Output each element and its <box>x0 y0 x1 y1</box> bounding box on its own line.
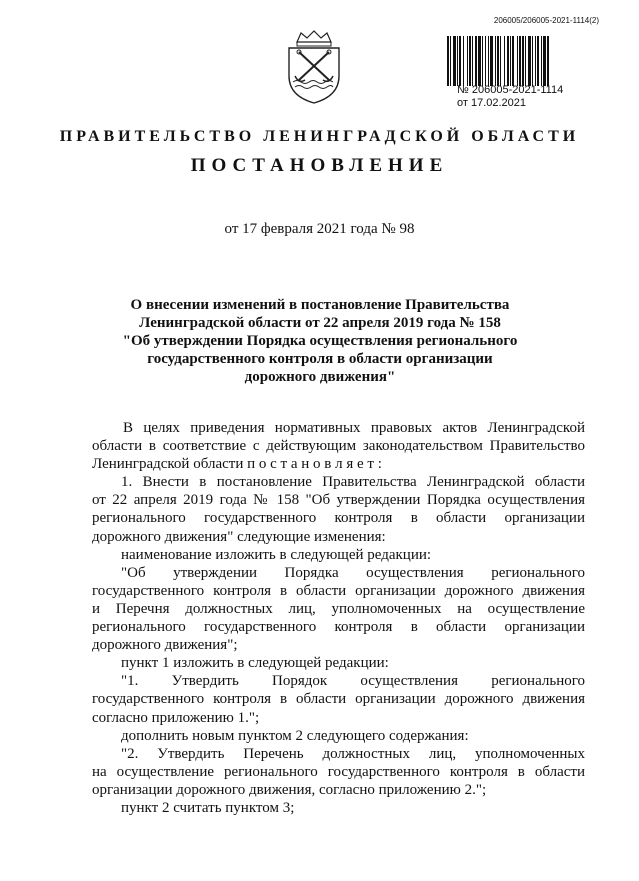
document-date-number: от 17 февраля 2021 года № 98 <box>224 221 415 237</box>
body-line: государственного контроля в области организации дорожного движения <box>92 582 585 599</box>
body-line: на осуществление регионального государственного контроля в области <box>92 763 585 780</box>
body-line: пункт 2 считать пунктом 3; <box>121 799 295 816</box>
body-line: Ленинградской области п о с т а н о в л я е т : <box>92 456 382 473</box>
body-line: области в соответствие с действующим законодательством Правительство <box>92 438 585 455</box>
heading-line: государственного контроля в области организации <box>147 351 493 367</box>
registration-block <box>457 84 563 110</box>
registration-number: № 206005-2021-1114 <box>457 84 564 96</box>
body-line: пункт 1 изложить в следующей редакции: <box>121 655 389 672</box>
body-line: наименование изложить в следующей редакции: <box>121 546 432 563</box>
heading-line: Ленинградской области от 22 апреля 2019 года № 158 <box>139 315 501 331</box>
body-line: дополнить новым пунктом 2 следующего содержания: <box>121 727 469 744</box>
body-line: дорожного движения" следующие изменения: <box>92 528 386 545</box>
body-line: "Об утверждении Порядка осуществления регионального <box>121 564 585 581</box>
body-line: от 22 апреля 2019 года № 158 "Об утверждении Порядка осуществления <box>92 492 585 509</box>
body-line: "2. Утвердить Перечень должностных лиц, уполномоченных <box>121 745 585 762</box>
heading-line: О внесении изменений в постановление Правительства <box>130 297 510 313</box>
body-line: государственного контроля в области организации дорожного движения <box>92 691 585 708</box>
government-title: ПРАВИТЕЛЬСТВО ЛЕНИНГРАДСКОЙ ОБЛАСТИ <box>59 128 580 145</box>
coat-of-arms-icon <box>283 30 345 104</box>
body-line: и Перечня должностных лиц, уполномоченных на осуществление <box>92 600 585 617</box>
body-line: регионального государственного контроля в области организации <box>92 510 585 527</box>
body-line: дорожного движения"; <box>92 637 238 654</box>
body-line: согласно приложению 1."; <box>92 709 260 726</box>
heading-line: дорожного движения" <box>244 369 396 385</box>
document-type: ПОСТАНОВЛЕНИЕ <box>190 155 449 176</box>
document-code: 206005/206005-2021-1114(2) <box>493 16 599 25</box>
barcode <box>447 36 599 86</box>
document-body <box>92 419 585 817</box>
document-heading <box>110 296 530 386</box>
body-line: 1. Внести в постановление Правительства Ленинградской области <box>121 474 585 491</box>
body-line: регионального государственного контроля в области организации <box>92 619 585 636</box>
heading-line: "Об утверждении Порядка осуществления регионального <box>122 333 518 349</box>
body-line: "1. Утвердить Порядок осуществления регионального <box>121 673 585 690</box>
body-line: организации дорожного движения, согласно приложению 2."; <box>92 781 487 798</box>
body-line: В целях приведения нормативных правовых актов Ленинградской <box>123 420 585 436</box>
registration-date: от 17.02.2021 <box>457 97 527 109</box>
